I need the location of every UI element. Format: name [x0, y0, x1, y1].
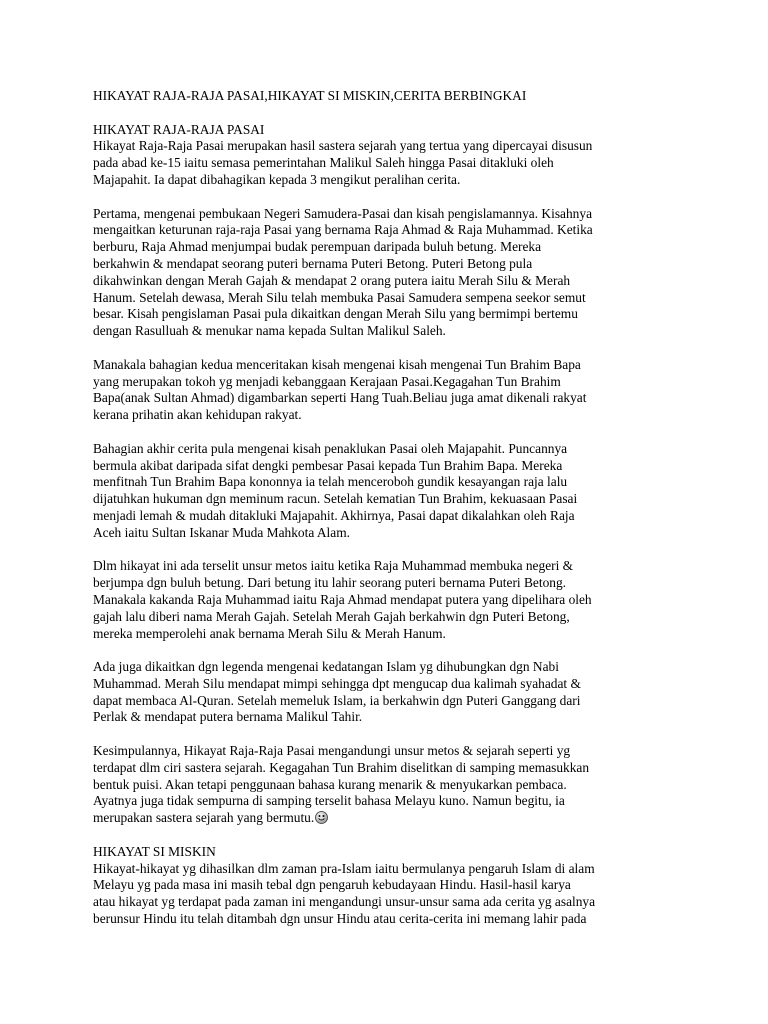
paragraph-kesimpulan	[93, 743, 673, 827]
text-line: Manakala kakanda Raja Muhammad iaitu Raja Ahmad mendapat putera yang dipelihara oleh	[93, 591, 592, 607]
spacer	[93, 642, 673, 659]
paragraph-legenda	[93, 659, 673, 726]
text-line: Majapahit. Ia dapat dibahagikan kepada 3 mengikut peralihan cerita.	[93, 171, 461, 187]
text-line: bermula akibat daripada sifat dengki pembesar Pasai kepada Tun Brahim Bapa. Mereka	[93, 457, 563, 473]
section-heading-si-miskin: HIKAYAT SI MISKIN	[93, 843, 216, 859]
text-line-with-smiley	[93, 810, 673, 827]
text-line: dikahwinkan dengan Merah Gajah & mendapat 2 orang putera iaitu Merah Silu & Merah	[93, 272, 571, 288]
spacer	[93, 726, 673, 743]
document-page	[93, 88, 673, 928]
text-line: Pertama, mengenai pembukaan Negeri Samudera-Pasai dan kisah pengislamannya. Kisahnya	[93, 205, 593, 221]
text-line: berkahwin & mendapat seorang puteri bernama Puteri Betong. Puteri Betong pula	[93, 255, 533, 271]
paragraph-intro	[93, 138, 673, 188]
text-line: gajah lalu diberi nama Merah Gajah. Setelah Merah Gajah berkahwin dgn Puteri Betong,	[93, 608, 570, 624]
text-line: Ada juga dikaitkan dgn legenda mengenai kedatangan Islam yg dihubungkan dgn Nabi	[93, 659, 559, 675]
spacer	[93, 424, 673, 441]
text-line: berjumpa dgn buluh betung. Dari betung itu lahir seorang puteri bernama Puteri Betong.	[93, 575, 567, 591]
text-line: terdapat dlm ciri sastera sejarah. Kegagahan Tun Brahim diselitkan di samping memasukkan	[93, 759, 590, 775]
paragraph-pertama	[93, 206, 673, 340]
spacer	[93, 542, 673, 559]
text-line: berunsur Hindu itu telah ditambah dgn unsur Hindu atau cerita-cerita ini memang lahir pada	[93, 911, 587, 927]
text-line: Dlm hikayat ini ada terselit unsur metos iaitu ketika Raja Muhammad membuka negeri &	[93, 558, 574, 574]
spacer	[93, 827, 673, 844]
text-line: bentuk puisi. Akan tetapi penggunaan bahasa kurang menarik & menyukarkan pembaca.	[93, 776, 567, 792]
spacer	[93, 340, 673, 357]
text-line: Aceh iaitu Sultan Iskanar Muda Mahkota Alam.	[93, 524, 350, 540]
spacer	[93, 105, 673, 122]
paragraph-unsur-metos	[93, 558, 673, 642]
text-line: yang merupakan tokoh yg menjadi kebanggaan Kerajaan Pasai.Kegagahan Tun Brahim	[93, 373, 561, 389]
text-line: Hikayat-hikayat yg dihasilkan dlm zaman pra-Islam iaitu bermulanya pengaruh Islam di alam	[93, 860, 595, 876]
text-line: Manakala bahagian kedua menceritakan kisah mengenai kisah mengenai Tun Brahim Bapa	[93, 356, 581, 372]
text-line: pada abad ke-15 iaitu semasa pemerintahan Malikul Saleh hingga Pasai ditakluki oleh	[93, 155, 554, 171]
text-line: Hikayat Raja-Raja Pasai merupakan hasil sastera sejarah yang tertua yang dipercayai disusun	[93, 138, 593, 154]
text-line: dijatuhkan hukuman dgn meminum racun. Setelah kematian Tun Brahim, kekuasaan Pasai	[93, 491, 578, 507]
text-line: menfitnah Tun Brahim Bapa kononnya ia telah menceroboh gundik kesayangan raja lalu	[93, 474, 568, 490]
spacer	[93, 189, 673, 206]
text-line: Hanum. Setelah dewasa, Merah Silu telah membuka Pasai Samudera sempena seekor semut	[93, 289, 586, 305]
text-line: menjadi lemah & mudah ditakluki Majapahit. Akhirnya, Pasai dapat dikalahkan oleh Raja	[93, 507, 575, 523]
text-line: merupakan sastera sejarah yang bermutu.	[93, 810, 315, 826]
text-line: Bahagian akhir cerita pula mengenai kisah penaklukan Pasai oleh Majapahit. Puncannya	[93, 440, 568, 456]
paragraph-bahagian-kedua	[93, 357, 673, 424]
document-title: HIKAYAT RAJA-RAJA PASAI,HIKAYAT SI MISKIN,CERITA BERBINGKAI	[93, 88, 527, 103]
text-line: atau hikayat yg terdapat pada zaman ini mengandungi unsur-unsur sama ada cerita yg asalnya	[93, 894, 596, 910]
smiley-emoticon-icon	[315, 811, 328, 824]
paragraph-bahagian-akhir	[93, 441, 673, 542]
text-line: dapat membaca Al-Quran. Setelah memeluk Islam, ia berkahwin dgn Puteri Ganggang dari	[93, 692, 581, 708]
paragraph-si-miskin	[93, 861, 673, 928]
text-line: Bapa(anak Sultan Ahmad) digambarkan seperti Hang Tuah.Beliau juga amat dikenali rakyat	[93, 390, 587, 406]
text-line: kerana prihatin akan kehidupan rakyat.	[93, 407, 302, 423]
text-line: dengan Rasulluah & menukar nama kepada Sultan Malikul Saleh.	[93, 323, 446, 339]
text-line: Perlak & mendapat putera bernama Malikul Tahir.	[93, 709, 363, 725]
text-line: mengaitkan keturunan raja-raja Pasai yang bernama Raja Ahmad & Raja Muhammad. Ketika	[93, 222, 593, 238]
text-line: berburu, Raja Ahmad menjumpai budak perempuan daripada buluh betung. Mereka	[93, 239, 542, 255]
text-line: Kesimpulannya, Hikayat Raja-Raja Pasai mengandungi unsur metos & sejarah seperti yg	[93, 743, 571, 759]
section-heading-raja-raja-pasai: HIKAYAT RAJA-RAJA PASAI	[93, 121, 265, 137]
text-line: Melayu yg pada masa ini masih tebal dgn pengaruh kebudayaan Hindu. Hasil-hasil karya	[93, 877, 571, 893]
text-line: Muhammad. Merah Silu mendapat mimpi sehingga dpt mengucap dua kalimah syahadat &	[93, 675, 581, 691]
text-line: Ayatnya juga tidak sempurna di samping terselit bahasa Melayu kuno. Namun begitu, ia	[93, 793, 565, 809]
text-line: mereka memperolehi anak bernama Merah Silu & Merah Hanum.	[93, 625, 446, 641]
text-line: besar. Kisah pengislaman Pasai pula dikaitkan dengan Merah Silu yang bermimpi bertemu	[93, 306, 578, 322]
